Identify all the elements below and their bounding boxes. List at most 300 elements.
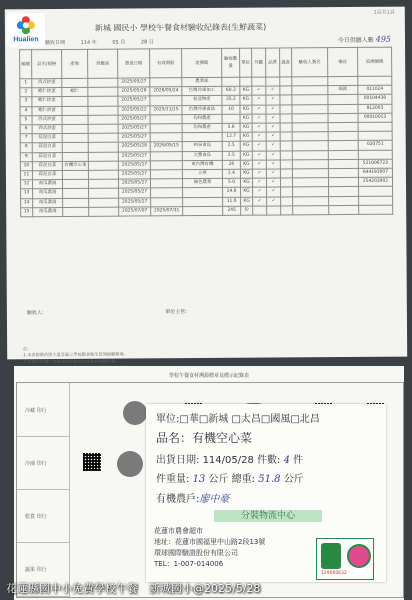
table-cell: ✓ — [267, 187, 281, 196]
table-cell — [328, 150, 358, 159]
table-cell: ✓ — [266, 105, 280, 114]
col-header: 追溯號碼 — [358, 47, 392, 76]
table-cell: 00104438 — [358, 95, 392, 104]
table-cell: KG — [240, 160, 252, 169]
table-cell: 南瓜濃湯 — [33, 198, 63, 207]
date-year: 114 年 — [80, 39, 97, 46]
table-cell: 812003 — [358, 104, 392, 113]
table-cell: 台灣冷凍食品 — [182, 105, 222, 114]
col-header: 單位 — [240, 48, 252, 77]
col-header: 有效期限 — [150, 49, 182, 78]
table-cell: 和泉食品 — [182, 142, 222, 151]
table-cell: 11.6 — [223, 197, 241, 206]
table-cell — [280, 95, 292, 104]
table-cell — [358, 76, 392, 85]
table-cell: 644193007 — [358, 168, 392, 177]
table-cell: ✓ — [252, 114, 266, 123]
col-header: 品質 — [266, 48, 280, 77]
table-cell — [150, 160, 182, 169]
table-cell: 14 — [21, 198, 33, 207]
table-cell — [222, 114, 240, 123]
table-cell — [358, 122, 392, 131]
table-cell — [88, 106, 118, 115]
organic-mark-icon — [321, 543, 341, 569]
table-cell: 2025/05/27 — [118, 170, 150, 179]
table-cell: 15 — [21, 208, 33, 217]
table-cell — [89, 189, 119, 198]
table-cell — [328, 113, 358, 122]
col-header: 供應商 — [88, 49, 118, 78]
organic-cert-badge — [316, 538, 374, 580]
table-cell — [292, 169, 328, 178]
note-line: 1.本表格係依照大量烹調之學校膳食衛生管理規範辦理。 — [23, 351, 128, 358]
table-cell — [89, 198, 119, 207]
table-cell — [240, 77, 252, 86]
table-cell: 綠色農業 — [182, 179, 222, 188]
weight-line — [156, 470, 304, 485]
table-cell — [63, 198, 89, 207]
table-cell: 12.7 — [222, 132, 240, 141]
table-cell: 4 — [20, 106, 32, 115]
table-cell — [150, 114, 182, 123]
table-cell: ✓ — [252, 95, 266, 104]
table-cell: ✓ — [266, 151, 280, 160]
col-header: 備註 — [328, 47, 358, 76]
date-month: 05 月 — [112, 39, 126, 46]
table-cell: 2.4 — [222, 169, 240, 178]
table-cell: 均和農產 — [182, 114, 222, 123]
table-cell: 南瓜濃湯 — [32, 180, 62, 189]
table-cell — [328, 122, 358, 131]
farmer-label: 有機農戶: — [156, 494, 200, 505]
total-label: 總重: — [231, 474, 256, 485]
table-cell: 西式炒蛋 — [32, 115, 62, 124]
date-value: 114/05/28 — [202, 455, 254, 466]
table-cell: ✓ — [266, 132, 280, 141]
table-cell — [88, 152, 118, 161]
table-cell — [252, 77, 266, 86]
qr-code-icon — [83, 453, 101, 471]
table-cell — [292, 159, 328, 168]
table-cell — [359, 196, 393, 205]
table-cell — [280, 151, 292, 160]
table-cell: 2025/11/15 — [150, 105, 182, 114]
table-cell — [292, 95, 328, 104]
table-cell: 立華 — [182, 169, 222, 178]
table-cell — [359, 205, 393, 214]
table-cell: 2025/05/27 — [118, 78, 150, 87]
table-cell — [89, 207, 119, 216]
table-cell — [280, 169, 292, 178]
table-cell — [292, 123, 328, 132]
table-cell: ✓ — [252, 160, 266, 169]
row-label: 冷藏 印行 — [25, 408, 47, 414]
farmer-value: 廖中豪 — [199, 494, 230, 505]
table-cell: 8 — [20, 143, 32, 152]
total-value: 51.8 — [258, 474, 281, 485]
table-cell: 2025/07/31 — [151, 207, 183, 216]
table-cell: 東台灣有機 — [182, 160, 222, 169]
table-cell: KG — [240, 86, 252, 95]
table-cell: 2025/05/27 — [118, 161, 150, 170]
table-cell — [150, 170, 182, 179]
farmer-line — [156, 490, 229, 505]
table-cell: ✓ — [252, 151, 266, 160]
table-cell: 011024 — [358, 85, 392, 94]
table-cell — [280, 141, 292, 150]
table-cell: 2025/07/07 — [119, 207, 151, 216]
meal-count-label: 今日供膳人數 — [337, 36, 374, 45]
table-cell: 2026/05/15 — [150, 142, 182, 151]
table-cell: ✓ — [266, 123, 280, 132]
table-cell: KG — [241, 188, 253, 197]
table-cell: 2025/05/27 — [119, 188, 151, 197]
row-label: 冷凍 印行 — [25, 461, 47, 467]
photo-watermark: 花蓮縣國中小免費學校午餐 新城國小@2025/5/28 — [6, 582, 261, 595]
org-tel: TEL：1-007-014006 — [154, 560, 224, 568]
signature-line — [27, 307, 307, 316]
table-cell — [328, 178, 358, 187]
table-cell: 農業部 — [182, 77, 222, 86]
table-cell: 西式炒蛋 — [32, 125, 62, 134]
table-cell — [150, 78, 182, 87]
table-cell: 蝦仁 — [62, 88, 88, 97]
table-cell: 蝦仁炒蛋 — [32, 97, 62, 106]
table-cell — [62, 152, 88, 161]
table-cell — [253, 206, 267, 215]
table-cell: 2025/05/27 — [118, 115, 150, 124]
table-cell: 5.6 — [222, 123, 240, 132]
table-cell — [63, 189, 89, 198]
tcs-seal-icon — [347, 544, 371, 568]
meal-count — [338, 35, 391, 44]
table-cell: 2025/05/22 — [118, 105, 150, 114]
table-cell — [281, 197, 293, 206]
table-cell: 10 — [222, 105, 240, 114]
table-cell — [62, 106, 88, 115]
table-cell — [359, 187, 393, 196]
col-header: 產地 — [62, 49, 88, 78]
table-cell: KG — [240, 151, 252, 160]
table-cell: 南瓜濃湯 — [33, 189, 63, 198]
table-cell — [328, 132, 358, 141]
table-cell: 2025/05/27 — [118, 96, 150, 105]
date-label: 出貨日期: — [156, 455, 200, 466]
table-cell — [62, 180, 88, 189]
date-day: 28 日 — [140, 39, 154, 46]
table-cell: 521006723 — [358, 159, 392, 168]
table-cell: 2025/05/27 — [118, 179, 150, 188]
table-cell: 蒜泥白菜 — [32, 171, 62, 180]
table-cell: 大豐食品 — [182, 151, 222, 160]
col-header: 驗收人簽名 — [292, 48, 328, 77]
table-cell: ✓ — [266, 95, 280, 104]
table-cell — [292, 113, 328, 122]
unit-line: 單位:□華□新城 □太昌□國風□北昌 — [156, 414, 320, 425]
table-cell: 桂冠物產 — [182, 96, 222, 105]
table-cell — [266, 77, 280, 86]
table-cell: 00010013 — [358, 113, 392, 122]
flower-logo-icon — [16, 15, 36, 35]
table-cell — [292, 150, 328, 159]
table-cell — [222, 77, 240, 86]
table-cell — [293, 196, 329, 205]
table-cell: 西式炒蛋 — [32, 79, 62, 88]
table-cell: 蒜泥白菜 — [32, 143, 62, 152]
table-cell: 2.5 — [222, 151, 240, 160]
table-cell — [150, 133, 182, 142]
table-cell: ✓ — [252, 86, 266, 95]
table-cell: 10 — [20, 162, 32, 171]
table-cell: ✓ — [253, 197, 267, 206]
table-cell — [150, 96, 182, 105]
table-cell: ✓ — [266, 169, 280, 178]
table-cell — [280, 132, 292, 141]
pieces-label: 件數: — [257, 455, 281, 466]
col-header: 驗收數量 — [222, 48, 240, 77]
pieces-unit: 件 — [293, 455, 304, 466]
table-cell — [281, 187, 293, 196]
table-cell: 2025/05/27 — [119, 198, 151, 207]
org-name: 花蓮市農會超市 — [154, 527, 203, 535]
table-cell: ✓ — [253, 188, 267, 197]
table-cell — [150, 151, 182, 160]
logistics-center: 分裝物流中心 — [214, 510, 322, 522]
table-cell: ✓ — [252, 142, 266, 151]
table-cell: 細節 — [328, 86, 358, 95]
cas-seal-icon — [123, 401, 147, 425]
table-cell — [292, 104, 328, 113]
pieces-value: 4 — [283, 455, 290, 466]
inspection-table — [19, 47, 393, 218]
table-cell: KG — [240, 169, 252, 178]
table-cell — [62, 143, 88, 152]
table-cell — [63, 207, 89, 216]
meal-count-value: 495 — [375, 34, 392, 44]
table-cell — [292, 86, 328, 95]
table-cell — [183, 188, 223, 197]
table-cell — [329, 196, 359, 205]
table-cell — [62, 78, 88, 87]
inspector-label: 驗收人: — [26, 310, 44, 317]
col-header: 外觀 — [252, 48, 266, 77]
product-line — [156, 429, 252, 446]
table-cell: 3 — [20, 97, 32, 106]
table-cell: ✓ — [252, 132, 266, 141]
weight-value: 13 — [192, 474, 206, 485]
table-cell: 254203902 — [358, 177, 392, 186]
table-cell — [292, 132, 328, 141]
table-cell — [183, 206, 223, 215]
table-cell — [328, 159, 358, 168]
table-cell: 蝦仁炒蛋 — [32, 106, 62, 115]
table-cell — [358, 131, 392, 140]
traceability-heading: 學校午餐食材溯源標章及標示紀錄表 — [168, 373, 249, 379]
table-cell: 1 — [20, 79, 32, 88]
table-cell — [88, 78, 118, 87]
table-cell — [292, 141, 328, 150]
table-cell: 2 — [20, 88, 32, 97]
weight-unit: 公斤 — [208, 474, 229, 485]
col-header: 編號 — [20, 50, 32, 79]
table-cell — [280, 105, 292, 114]
table-cell: 2026/05/24 — [150, 87, 182, 96]
table-cell: 份 — [241, 206, 253, 215]
table-cell: 蝦仁炒蛋 — [32, 88, 62, 97]
table-cell — [88, 87, 118, 96]
badge-code: 129060632 — [321, 571, 347, 576]
note-line: 註： — [23, 346, 32, 352]
table-cell — [328, 95, 358, 104]
table-cell: ✓ — [252, 178, 266, 187]
seal-icon — [117, 451, 143, 477]
org-address: 地址：花蓮市國福里中山路2段13號 — [154, 538, 266, 546]
table-cell: KG — [240, 142, 252, 151]
table-cell — [151, 197, 183, 206]
table-cell: 9 — [20, 152, 32, 161]
table-cell — [280, 178, 292, 187]
table-cell: 26 — [222, 160, 240, 169]
table-cell: 12 — [20, 180, 32, 189]
table-cell: 均和農產 — [182, 123, 222, 132]
product-label-card — [146, 404, 386, 582]
table-cell — [292, 77, 328, 86]
table-cell — [292, 178, 328, 187]
table-cell — [88, 124, 118, 133]
table-cell — [88, 115, 118, 124]
table-cell: ✓ — [266, 178, 280, 187]
table-cell — [280, 123, 292, 132]
table-cell — [150, 124, 182, 133]
table-cell: 14.8 — [223, 188, 241, 197]
table-cell: 蒜泥白菜 — [32, 161, 62, 170]
table-cell: 2025/05/27 — [118, 133, 150, 142]
col-header: 品名/規格 — [32, 50, 62, 79]
table-cell: ✓ — [252, 105, 266, 114]
table-cell — [150, 179, 182, 188]
table-row — [21, 205, 393, 217]
table-cell: 60.3 — [222, 86, 240, 95]
table-cell — [329, 205, 359, 214]
col-header: 製造日期 — [118, 49, 150, 78]
table-cell — [293, 205, 329, 214]
table-cell: ✓ — [266, 86, 280, 95]
table-cell — [88, 143, 118, 152]
table-cell: 2025/05/28 — [118, 142, 150, 151]
table-cell — [280, 86, 292, 95]
table-cell — [88, 161, 118, 170]
row-label: 蔬果 印行 — [25, 567, 47, 573]
table-cell — [62, 115, 88, 124]
table-cell — [151, 188, 183, 197]
inspection-date-row — [45, 38, 168, 46]
table-cell: KG — [240, 96, 252, 105]
weight-label: 件重量: — [156, 474, 190, 485]
table-cell: ✓ — [252, 169, 266, 178]
row-label: 乾貨 印行 — [25, 514, 47, 520]
table-cell — [88, 97, 118, 106]
table-cell — [183, 197, 223, 206]
page-number: 1頁共1頁 — [373, 9, 395, 16]
table-cell — [280, 114, 292, 123]
table-cell: 台灣冷凍加工 — [182, 87, 222, 96]
table-cell: ✓ — [267, 197, 281, 206]
ship-date-line — [156, 451, 303, 466]
table-cell — [88, 179, 118, 188]
table-cell — [358, 150, 392, 159]
table-cell: KG — [241, 197, 253, 206]
table-cell: 5 — [20, 116, 32, 125]
table-cell: 35.2 — [222, 96, 240, 105]
table-cell: KG — [240, 105, 252, 114]
table-cell: 2025/05/27 — [118, 152, 150, 161]
table-cell — [328, 104, 358, 113]
table-cell: ✓ — [252, 123, 266, 132]
table-cell — [267, 206, 281, 215]
table-cell: 7 — [20, 134, 32, 143]
note-line: 2.各單位訂購之食材須依照規定完成食材登錄作業。 — [23, 358, 120, 365]
table-cell: ✓ — [266, 114, 280, 123]
table-cell: 11 — [20, 171, 32, 180]
table-cell: 020751 — [358, 141, 392, 150]
total-unit: 公斤 — [283, 474, 304, 485]
table-cell — [62, 134, 88, 143]
cert-company: 環球國際驗證股份有限公司 — [154, 549, 238, 557]
table-cell — [328, 141, 358, 150]
table-cell — [280, 160, 292, 169]
table-cell: 2025/05/27 — [118, 124, 150, 133]
table-cell — [328, 76, 358, 85]
logo-text: Hualien — [13, 36, 39, 44]
hualien-logo — [7, 13, 45, 47]
table-cell: ✓ — [266, 141, 280, 150]
table-cell: 245 — [223, 206, 241, 215]
table-cell: 蒜泥白菜 — [32, 134, 62, 143]
inspection-form-page — [5, 7, 407, 365]
table-cell: KG — [240, 123, 252, 132]
table-cell — [281, 206, 293, 215]
form-title: 新城 國民小 學校午餐食材驗收紀錄表(生鮮蔬菜) — [94, 22, 267, 33]
col-header: 溫度 — [280, 48, 292, 77]
table-cell — [182, 133, 222, 142]
table-cell: KG — [240, 178, 252, 187]
table-cell: 2025/05/28 — [118, 87, 150, 96]
table-header-row — [20, 47, 392, 79]
table-cell — [88, 133, 118, 142]
table-cell — [88, 170, 118, 179]
table-cell: 6 — [20, 125, 32, 134]
table-cell — [280, 77, 292, 86]
table-cell — [62, 170, 88, 179]
supervisor-label: 單位主管: — [165, 309, 187, 316]
table-cell: 有機空心菜 — [62, 161, 88, 170]
product-label: 品名： — [156, 431, 193, 445]
table-cell: ✓ — [266, 160, 280, 169]
table-cell: 13 — [21, 189, 33, 198]
table-cell — [328, 168, 358, 177]
table-cell — [62, 97, 88, 106]
table-cell: KG — [240, 132, 252, 141]
table-cell: 南瓜濃湯 — [33, 207, 63, 216]
product-value: 有機空心菜 — [192, 431, 253, 445]
table-cell: 蒜泥白菜 — [32, 152, 62, 161]
table-cell: KG — [240, 114, 252, 123]
table-cell: 5.0 — [222, 178, 240, 187]
table-cell — [62, 124, 88, 133]
table-cell — [293, 187, 329, 196]
date-label: 驗收日期 — [44, 39, 66, 47]
col-header: 追溯碼 — [182, 48, 222, 77]
